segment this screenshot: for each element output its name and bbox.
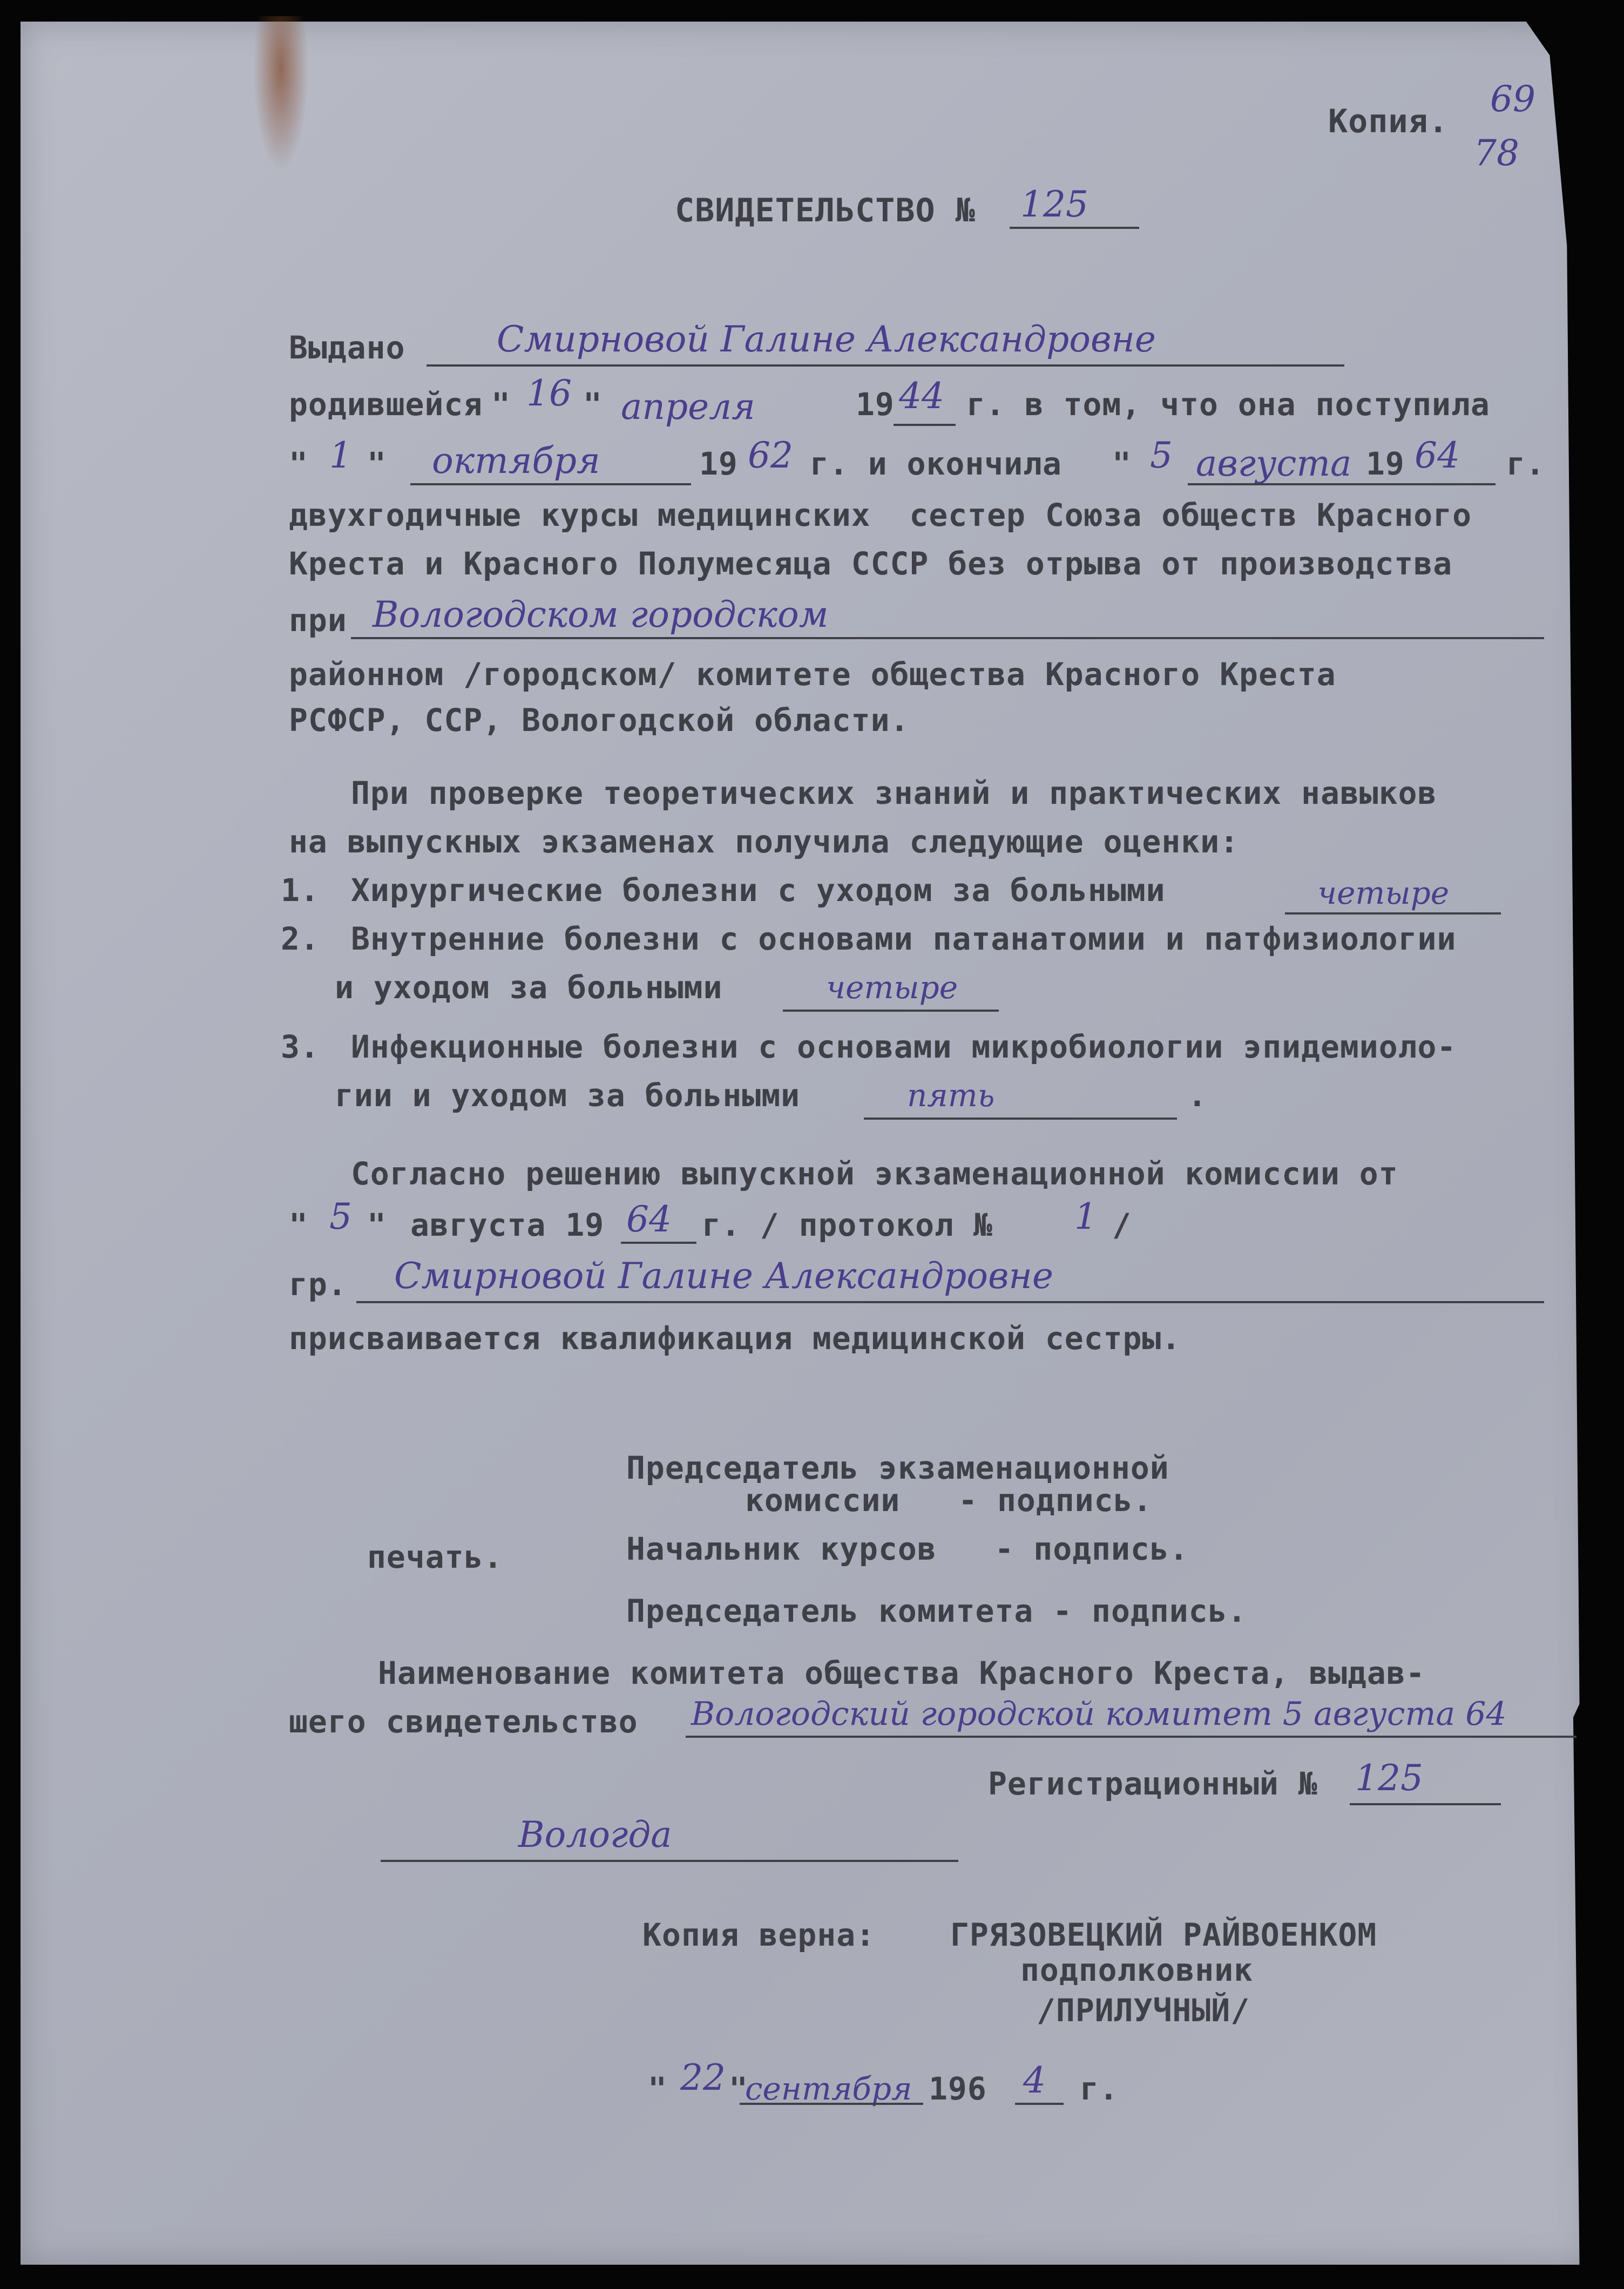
- enrolled-month: октября: [432, 440, 600, 482]
- seal-label: печать.: [367, 1539, 503, 1575]
- born-quote-close: ": [583, 386, 603, 423]
- certification-rank: подполковник: [1020, 1952, 1254, 1988]
- grade-1-value: четыре: [1317, 875, 1450, 911]
- enrolled-year-suffix: 62: [748, 435, 793, 476]
- grade-3-number: 3.: [281, 1028, 320, 1065]
- decision-protocol-number: 1: [1074, 1196, 1097, 1237]
- grade-1-line: [1285, 912, 1501, 915]
- issuer-line-2-label: шего свидетельство: [289, 1703, 638, 1740]
- issued-label: Выдано: [289, 329, 405, 366]
- enrolled-text-mid: г. и окончила: [810, 445, 1062, 482]
- enrolled-year-prefix: 19: [699, 445, 738, 482]
- grade-2-line: [783, 1010, 999, 1012]
- born-month: апреля: [621, 386, 755, 428]
- at-label: при: [289, 602, 347, 639]
- committee-text-2: РСФСР, ССР, Вологодской области.: [289, 702, 910, 739]
- decision-year-suffix: 64: [626, 1198, 672, 1240]
- date-quote-open: ": [648, 2070, 667, 2107]
- born-text-after: г. в том, что она поступила: [966, 386, 1490, 423]
- decision-quote-close: ": [367, 1207, 387, 1243]
- grade-2-subject-2: и уходом за больными: [335, 969, 723, 1006]
- reg-number-line: [1350, 1803, 1501, 1805]
- certification-person: /ПРИЛУЧНЫЙ/: [1037, 1992, 1250, 2029]
- born-year-prefix: 19: [856, 386, 895, 423]
- certification-org: ГРЯЗОВЕЦКИЙ РАЙВОЕНКОМ: [950, 1916, 1377, 1953]
- reg-label: Регистрационный №: [988, 1765, 1318, 1802]
- decision-name-line: [356, 1301, 1544, 1303]
- sheet-number-1: 69: [1490, 78, 1535, 120]
- at-committee-line: [351, 637, 1544, 639]
- end-year-prefix: 19: [1366, 445, 1405, 482]
- grade-2-value: четыре: [826, 969, 958, 1006]
- born-year-line: [894, 424, 956, 426]
- issuer-city: Вологда: [518, 1814, 672, 1855]
- born-year-suffix: 44: [899, 375, 944, 417]
- grade-3-subject-1: Инфекционные болезни с основами микробиологии эпидемиоло-: [351, 1028, 1457, 1065]
- at-committee: Вологодском городском: [373, 594, 829, 635]
- decision-qualification: присваивается квалификация медицинской сестры.: [289, 1320, 1181, 1357]
- certificate-title: СВИДЕТЕЛЬСТВО №: [675, 192, 976, 229]
- grade-1-number: 1.: [281, 872, 320, 909]
- issued-name-line: [427, 364, 1344, 367]
- certificate-number: 125: [1020, 184, 1088, 225]
- enrolled-quote-close: ": [367, 445, 387, 482]
- grade-3-subject-2: гии и уходом за больными: [335, 1077, 801, 1114]
- grade-2-subject-1: Внутренние болезни с основами патанатомии и патфизиологии: [351, 920, 1457, 957]
- issuer-name-line: [686, 1736, 1576, 1738]
- course-text-2: Креста и Красного Полумесяца СССР без отрыва от производства: [289, 545, 1453, 582]
- rust-stain: [248, 16, 313, 189]
- exam-intro-2: на выпускных экзаменах получила следующие оценки:: [289, 823, 1240, 860]
- date-year-abbr: г.: [1080, 2070, 1119, 2107]
- course-text-1: двухгодичные курсы медицинских сестер Союза обществ Красного: [289, 497, 1472, 533]
- date-year-line: [1015, 2103, 1064, 2105]
- grade-1-subject: Хирургические болезни с уходом за больными: [351, 872, 1166, 909]
- certificate-number-line: [1010, 227, 1139, 229]
- committee-chair: Председатель комитета - подпись.: [626, 1593, 1247, 1629]
- head-of-courses: Начальник курсов - подпись.: [626, 1530, 1189, 1567]
- decision-name: Смирновой Галине Александровне: [394, 1255, 1053, 1297]
- enrolled-quote-open: ": [289, 445, 308, 482]
- born-day: 16: [526, 373, 572, 414]
- date-year-prefix: 196: [929, 2070, 987, 2107]
- decision-gr-label: гр.: [289, 1266, 347, 1303]
- decision-line-1: Согласно решению выпускной экзаменационной комиссии от: [351, 1155, 1398, 1192]
- decision-protocol-end: /: [1112, 1207, 1132, 1243]
- enrolled-day: 1: [329, 435, 352, 476]
- date-day: 22: [680, 2057, 726, 2098]
- decision-year-line: [621, 1242, 696, 1244]
- chair-line-1: Председатель экзаменационной: [626, 1450, 1169, 1486]
- copy-label: Копия.: [1328, 103, 1449, 140]
- grade-3-value: пять: [907, 1077, 995, 1114]
- issuer-line-1: Наименование комитета общества Красного Креста, выдав-: [378, 1655, 1425, 1691]
- born-label: родившейся: [289, 386, 483, 423]
- sheet-number-2: 78: [1474, 132, 1519, 174]
- date-month: сентября: [745, 2070, 912, 2107]
- end-quote-open: ": [1112, 445, 1132, 482]
- decision-quote-open: ": [289, 1207, 308, 1243]
- issuer-city-line: [381, 1860, 958, 1862]
- date-month-line: [740, 2103, 923, 2105]
- reg-number: 125: [1355, 1757, 1423, 1799]
- certification-label: Копия верна:: [642, 1916, 876, 1953]
- chair-line-2: комиссии - подпись.: [745, 1482, 1153, 1519]
- enrolled-month-line: [410, 483, 691, 485]
- date-year-suffix: 4: [1023, 2060, 1046, 2101]
- date-quote-close: ": [729, 2070, 748, 2107]
- end-year-abbr: г.: [1506, 445, 1545, 482]
- grade-2-number: 2.: [281, 920, 320, 957]
- end-day: 5: [1150, 435, 1173, 476]
- committee-text-1: районном /городском/ комитете общества Красного Креста: [289, 656, 1336, 693]
- end-year-suffix: 64: [1415, 435, 1460, 476]
- decision-month-text: августа 19: [410, 1207, 605, 1243]
- decision-protocol-text: г. / протокол №: [702, 1207, 993, 1243]
- issued-name: Смирновой Галине Александровне: [497, 319, 1156, 360]
- decision-day: 5: [329, 1196, 352, 1237]
- grade-3-line: [864, 1118, 1177, 1120]
- end-month: августа: [1196, 443, 1352, 484]
- exam-intro-1: При проверке теоретических знаний и практических навыков: [351, 775, 1437, 811]
- born-quote-open: ": [491, 386, 511, 423]
- issuer-name: Вологодский городской комитет 5 августа 64: [691, 1695, 1507, 1733]
- end-date-line: [1188, 483, 1496, 485]
- grade-3-period: .: [1188, 1077, 1207, 1114]
